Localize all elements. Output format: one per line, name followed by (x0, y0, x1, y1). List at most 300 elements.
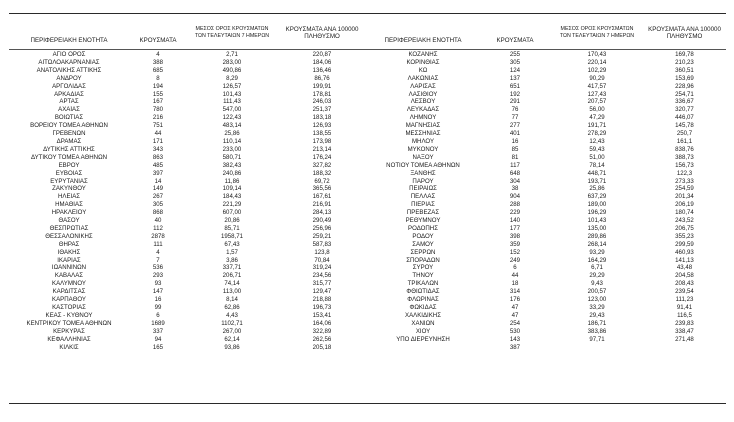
avg-cell: 200,57 (587, 288, 607, 296)
table-row (367, 257, 726, 265)
table-row (9, 241, 367, 249)
avg-cell (551, 344, 643, 352)
region-cell: ΡΕΘΥΜΝΟΥ (405, 217, 441, 225)
per-100k-cell: 213,14 (312, 145, 332, 153)
per-100k-cell: 178,81 (312, 90, 332, 98)
region-cell: ΗΜΑΘΙΑΣ (55, 201, 83, 209)
avg-cell: 580,71 (222, 153, 242, 161)
cases-cell: 16 (511, 137, 519, 145)
avg-cell: 490,86 (222, 66, 242, 74)
per-100k-cell: 210,23 (675, 58, 694, 66)
table-row (367, 75, 726, 83)
region-cell: ΑΝΑΤΟΛΙΚΗΣ ΑΤΤΙΚΗΣ (36, 66, 102, 74)
region-cell: ΑΙΤΩΛΟΑΚΑΡΝΑΝΙΑΣ (38, 58, 100, 66)
per-100k-cell: 239,54 (675, 288, 694, 296)
table-row (367, 233, 726, 241)
cases-cell: 863 (152, 153, 164, 161)
per-100k-cell: 206,19 (675, 201, 694, 209)
cases-cell: 7 (156, 256, 160, 264)
table-row (9, 336, 367, 344)
per-100k-cell: 216,91 (312, 201, 332, 209)
avg-cell: 29,43 (589, 311, 605, 319)
per-100k-cell: 183,18 (312, 114, 332, 122)
left-header-per-line1: ΚΡΟΥΣΜΑΤΑ ΑΝΑ 100000 (285, 26, 359, 33)
cases-cell: 167 (152, 98, 164, 106)
avg-cell: 123,00 (587, 296, 607, 304)
region-cell: ΚΟΡΙΝΘΙΑΣ (406, 58, 440, 66)
table-row (9, 162, 367, 170)
per-100k-cell: 262,56 (312, 335, 332, 343)
left-header-avg-line2: ΤΩΝ ΤΕΛΕΥΤΑΙΩΝ 7 ΗΜΕΡΩΝ (194, 32, 270, 39)
region-cell: ΛΑΡΙΣΑΣ (410, 82, 436, 90)
avg-cell: 62,86 (224, 304, 240, 311)
table-row (9, 249, 367, 257)
per-100k-cell: 319,24 (312, 264, 332, 272)
region-cell: ΑΡΚΑΔΙΑΣ (54, 90, 84, 98)
per-100k-cell: 460,93 (675, 248, 694, 256)
region-cell: ΙΩΑΝΝΙΝΩΝ (51, 264, 87, 272)
cases-cell: 176 (509, 296, 521, 304)
table-row (9, 272, 367, 280)
region-cell: ΛΗΜΝΟΥ (409, 114, 437, 122)
per-100k-cell: 299,59 (675, 240, 694, 248)
region-cell: ΖΑΚΥΝΘΟΥ (52, 185, 86, 193)
cases-cell: 2878 (151, 232, 165, 240)
table-row (367, 91, 726, 99)
avg-cell: 221,29 (222, 201, 242, 209)
table-row (9, 201, 367, 209)
cases-cell: 124 (509, 66, 521, 74)
cases-cell: 177 (509, 224, 521, 232)
region-cell: ΦΘΙΩΤΙΔΑΣ (406, 288, 440, 296)
per-100k-cell: 69,72 (314, 177, 330, 185)
right-table (367, 51, 726, 351)
region-cell: ΛΑΚΩΝΙΑΣ (407, 74, 439, 82)
region-cell: ΣΥΡΟΥ (412, 264, 434, 272)
avg-cell: 1,57 (226, 248, 238, 256)
per-100k-cell: 116,5 (677, 311, 692, 319)
avg-cell: 101,43 (587, 217, 607, 225)
table-row (9, 67, 367, 75)
region-cell: ΘΕΣΠΡΩΤΙΑΣ (49, 224, 89, 232)
cases-cell: 780 (152, 106, 164, 114)
cases-cell: 117 (510, 161, 520, 169)
per-100k-cell: 43,48 (676, 264, 693, 272)
table-row (367, 106, 726, 114)
bottom-rule (9, 403, 726, 404)
cases-cell: 216 (152, 114, 164, 122)
cases-cell: 868 (152, 209, 164, 217)
table-row (367, 114, 726, 122)
right-header-avg-line2: ΤΩΝ ΤΕΛΕΥΤΑΙΩΝ 7 ΗΜΕΡΩΝ (559, 32, 635, 39)
region-cell: ΠΡΕΒΕΖΑΣ (406, 209, 440, 217)
region-cell: ΧΑΝΙΩΝ (411, 319, 435, 327)
cases-cell: 254 (509, 319, 521, 327)
per-100k-cell: 176,24 (312, 153, 332, 161)
region-cell: ΛΑΣΙΘΙΟΥ (408, 90, 438, 98)
cases-cell: 47 (511, 311, 519, 319)
cases-cell: 111 (153, 240, 163, 248)
avg-cell: 93,86 (224, 343, 240, 351)
avg-cell: 1958,71 (220, 232, 244, 240)
avg-cell: 164,29 (587, 256, 607, 264)
table-row (9, 264, 367, 272)
per-100k-cell: 70,84 (314, 256, 330, 264)
region-cell: ΚΑΒΑΛΑΣ (54, 272, 84, 280)
left-header-region: ΠΕΡΙΦΕΡΕΙΑΚΗ ΕΝΟΤΗΤΑ (30, 37, 108, 44)
table-row (367, 225, 726, 233)
table-row (9, 138, 367, 146)
region-cell: ΚΕΑΣ - ΚΥΘΝΟΥ (45, 311, 93, 319)
table-row (9, 178, 367, 186)
per-100k-cell: 188,32 (312, 169, 332, 177)
avg-cell: 109,14 (222, 185, 242, 193)
table-row (367, 51, 726, 59)
table-row (367, 67, 726, 75)
region-cell: ΜΑΓΝΗΣΙΑΣ (405, 122, 441, 130)
avg-cell: 170,43 (587, 51, 607, 58)
cases-cell: 685 (152, 66, 164, 74)
table-row (9, 209, 367, 217)
table-row (9, 296, 367, 304)
cases-cell: 398 (509, 232, 521, 240)
per-100k-cell: 284,13 (312, 209, 332, 217)
per-100k-cell: 164,06 (312, 319, 332, 327)
per-100k-cell: 111,23 (675, 296, 694, 304)
right-table-body (367, 51, 726, 351)
avg-cell: 90,29 (589, 74, 605, 82)
avg-cell: 85,71 (224, 224, 240, 232)
per-100k-cell: 338,47 (675, 327, 694, 335)
table-row (9, 51, 367, 59)
left-header-avg-line1: ΜΕΣΟΣ ΟΡΟΣ ΚΡΟΥΣΜΑΤΩΝ (195, 26, 269, 32)
cases-cell: 305 (509, 58, 521, 66)
avg-cell: 6,71 (591, 264, 603, 272)
avg-cell: 4,43 (226, 311, 238, 319)
region-cell: ΣΠΟΡΑΔΩΝ (406, 256, 440, 264)
per-100k-cell: 239,83 (675, 319, 694, 327)
left-header-per (277, 26, 367, 40)
cases-cell: 277 (509, 122, 521, 130)
region-cell: ΑΝΔΡΟΥ (56, 74, 82, 82)
per-100k-cell: 228,96 (675, 82, 694, 90)
cases-cell: 155 (152, 90, 164, 98)
per-100k-cell: 141,13 (675, 256, 694, 264)
per-100k-cell: 180,74 (675, 209, 694, 217)
table-row (367, 304, 726, 312)
per-100k-cell: 254,71 (675, 90, 694, 98)
table-row (367, 336, 726, 344)
avg-cell: 233,00 (222, 145, 242, 153)
cases-cell: 6 (156, 311, 160, 319)
right-header-avg-line1: ΜΕΣΟΣ ΟΡΟΣ ΚΡΟΥΣΜΑΤΩΝ (560, 26, 634, 32)
cases-cell: 4 (156, 51, 160, 58)
region-cell: ΘΕΣΣΑΛΟΝΙΚΗΣ (45, 232, 93, 240)
region-cell: ΥΠΟ ΔΙΕΡΕΥΝΗΣΗ (396, 335, 450, 343)
avg-cell: 278,29 (587, 130, 607, 138)
region-cell: ΧΙΟΥ (415, 327, 431, 335)
cases-cell: 14 (154, 177, 162, 185)
cases-cell: 751 (152, 122, 164, 130)
table-row (9, 225, 367, 233)
per-100k-cell: 360,51 (675, 66, 694, 74)
region-cell: ΘΑΣΟΥ (58, 217, 80, 225)
cases-cell: 6 (513, 264, 517, 272)
table-row (367, 154, 726, 162)
table-row (9, 75, 367, 83)
region-cell: ΦΛΩΡΙΝΑΣ (407, 296, 439, 304)
cases-cell: 149 (152, 185, 164, 193)
per-100k-cell: 205,18 (312, 343, 332, 351)
avg-cell: 448,71 (587, 169, 607, 177)
avg-cell: 33,29 (589, 304, 605, 311)
per-100k-cell: 254,59 (675, 185, 694, 193)
per-100k-cell: 259,21 (312, 232, 332, 240)
avg-cell: 3,86 (226, 256, 238, 264)
avg-cell: 135,00 (587, 224, 607, 232)
region-cell: ΚΑΣΤΟΡΙΑΣ (52, 304, 86, 311)
cases-cell: 38 (511, 185, 519, 193)
avg-cell: 97,71 (589, 335, 605, 343)
table-row (9, 106, 367, 114)
region-cell: ΚΕΦΑΛΛΗΝΙΑΣ (47, 335, 91, 343)
table-row (367, 280, 726, 288)
table-row (367, 138, 726, 146)
cases-cell: 47 (511, 304, 519, 311)
region-cell: ΚΩ (418, 66, 428, 74)
avg-cell: 20,86 (224, 217, 240, 225)
region-cell: ΛΕΣΒΟΥ (410, 98, 436, 106)
table-row (9, 320, 367, 328)
per-100k-cell: 91,41 (676, 304, 693, 311)
per-100k-cell: 204,58 (675, 272, 694, 280)
per-100k-cell: 196,73 (312, 304, 332, 311)
per-100k-cell: 173,98 (312, 137, 332, 145)
per-100k-cell: 129,47 (312, 288, 332, 296)
per-100k-cell: 322,89 (312, 327, 332, 335)
header-rule (9, 49, 726, 50)
region-cell: ΣΑΜΟΥ (412, 240, 434, 248)
cases-cell: 249 (509, 256, 521, 264)
table-row (9, 146, 367, 154)
left-table (9, 51, 367, 351)
table-row (367, 193, 726, 201)
table-row (9, 304, 367, 312)
table-row (9, 233, 367, 241)
region-cell: ΔΡΑΜΑΣ (56, 137, 82, 145)
per-100k-cell: 246,03 (312, 98, 332, 106)
cases-cell: 401 (509, 130, 521, 138)
cases-cell: 94 (154, 335, 162, 343)
region-cell: ΚΑΡΠΑΘΟΥ (52, 296, 86, 304)
region-cell: ΜΥΚΟΝΟΥ (407, 145, 439, 153)
cases-cell: 337 (152, 327, 164, 335)
per-100k-cell: 123,8 (314, 248, 330, 256)
cases-cell: 536 (152, 264, 164, 272)
per-100k-cell: 320,77 (675, 106, 694, 114)
table-row (9, 170, 367, 178)
cases-cell: 388 (152, 58, 164, 66)
table-row (9, 59, 367, 67)
table-row (367, 170, 726, 178)
region-cell: ΤΗΝΟΥ (412, 272, 434, 280)
top-rule (9, 13, 726, 14)
table-row (9, 280, 367, 288)
cases-cell: 81 (511, 153, 519, 161)
cases-cell: 143 (509, 335, 521, 343)
region-cell: ΧΑΛΚΙΔΙΚΗΣ (405, 311, 441, 319)
table-row (367, 201, 726, 209)
region-cell: ΣΕΡΡΩΝ (410, 248, 436, 256)
right-header-cases: ΚΡΟΥΣΜΑΤΑ (496, 37, 534, 44)
table-row (367, 130, 726, 138)
avg-cell: 483,14 (222, 122, 242, 130)
cases-cell: 904 (509, 193, 521, 201)
avg-cell: 122,43 (222, 114, 242, 122)
avg-cell: 9,43 (591, 280, 603, 288)
region-cell: ΚΟΖΑΝΗΣ (408, 51, 438, 58)
per-100k-cell: 327,82 (312, 161, 332, 169)
table-row (367, 264, 726, 272)
cases-cell: 77 (511, 114, 519, 122)
avg-cell: 8,14 (226, 296, 238, 304)
cases-cell: 397 (152, 169, 164, 177)
per-100k-cell: 234,56 (312, 272, 332, 280)
cases-cell: 99 (154, 304, 162, 311)
table-row (9, 154, 367, 162)
region-cell: ΙΚΑΡΙΑΣ (57, 256, 81, 264)
avg-cell: 113,00 (222, 288, 242, 296)
table-row (367, 185, 726, 193)
table-row (367, 98, 726, 106)
cases-cell: 16 (154, 296, 162, 304)
table-row (367, 344, 726, 352)
region-cell: ΕΒΡΟΥ (58, 161, 80, 169)
table-row (9, 312, 367, 320)
avg-cell: 267,00 (222, 327, 242, 335)
table-row (9, 91, 367, 99)
per-100k-cell: 388,73 (675, 153, 694, 161)
avg-cell: 193,71 (587, 177, 607, 185)
region-cell: ΠΑΡΟΥ (412, 177, 434, 185)
right-header-per-line2: ΠΛΗΘΥΣΜΟ (666, 33, 703, 40)
table-row (9, 122, 367, 130)
table-headers (9, 24, 726, 48)
region-cell: ΑΓΙΟ ΟΡΟΣ (52, 51, 86, 58)
cases-cell: 229 (509, 209, 521, 217)
avg-cell: 607,00 (222, 209, 242, 217)
avg-cell: 547,00 (222, 106, 242, 114)
per-100k-cell: 446,07 (675, 114, 694, 122)
cases-cell: 44 (154, 130, 162, 138)
cases-cell: 359 (509, 240, 521, 248)
region-cell: ΝΟΤΙΟΥ ΤΟΜΕΑ ΑΘΗΝΩΝ (386, 161, 460, 169)
avg-cell: 206,71 (222, 272, 242, 280)
per-100k-cell: 206,75 (675, 224, 694, 232)
avg-cell: 110,14 (222, 137, 242, 145)
avg-cell: 207,57 (587, 98, 607, 106)
cases-cell: 85 (511, 145, 519, 153)
table-row (9, 257, 367, 265)
avg-cell: 196,29 (587, 209, 607, 217)
avg-cell: 56,00 (589, 106, 605, 114)
cases-cell: 304 (509, 177, 521, 185)
region-cell: ΞΑΝΘΗΣ (410, 169, 436, 177)
avg-cell: 191,71 (587, 122, 607, 130)
cases-cell: 343 (152, 145, 164, 153)
avg-cell: 101,43 (222, 90, 242, 98)
right-header-per-line1: ΚΡΟΥΣΜΑΤΑ ΑΝΑ 100000 (648, 26, 721, 33)
avg-cell: 184,43 (222, 193, 242, 201)
per-100k-cell: 271,48 (675, 335, 694, 343)
per-100k-cell: 153,69 (675, 74, 694, 82)
avg-cell: 111,43 (223, 98, 241, 106)
avg-cell: 240,86 (222, 169, 242, 177)
region-cell: ΚΕΝΤΡΙΚΟΥ ΤΟΜΕΑ ΑΘΗΝΩΝ (26, 319, 112, 327)
table-row (367, 312, 726, 320)
region-cell: ΕΥΡΥΤΑΝΙΑΣ (50, 177, 88, 185)
per-100k-cell: 122,3 (676, 169, 693, 177)
region-cell: ΚΙΛΚΙΣ (59, 343, 79, 351)
avg-cell: 337,71 (222, 264, 242, 272)
cases-cell: 76 (511, 106, 519, 114)
per-100k-cell: 587,83 (312, 240, 332, 248)
avg-cell: 25,86 (589, 185, 605, 193)
region-cell: ΗΡΑΚΛΕΙΟΥ (51, 209, 87, 217)
right-header-per (643, 26, 726, 40)
cases-cell: 93 (154, 280, 162, 288)
avg-cell: 51,00 (589, 153, 605, 161)
avg-cell: 186,71 (587, 319, 607, 327)
avg-cell: 93,29 (589, 248, 605, 256)
region-cell: ΛΕΥΚΑΔΑΣ (406, 106, 440, 114)
table-row (367, 178, 726, 186)
per-100k-cell: 126,93 (312, 122, 332, 130)
avg-cell: 74,14 (224, 280, 240, 288)
avg-cell: 67,43 (224, 240, 240, 248)
cases-cell: 255 (509, 51, 521, 58)
region-cell: ΠΙΕΡΙΑΣ (411, 201, 435, 209)
per-100k-cell: 251,37 (312, 106, 332, 114)
left-table-body (9, 51, 367, 351)
table-row (9, 217, 367, 225)
avg-cell: 2,71 (226, 51, 238, 58)
region-cell: ΑΡΓΟΛΙΔΑΣ (52, 82, 86, 90)
table-row (9, 344, 367, 352)
left-header-cases: ΚΡΟΥΣΜΑΤΑ (139, 37, 177, 44)
per-100k-cell: 315,77 (312, 280, 332, 288)
region-cell: ΘΗΡΑΣ (58, 240, 80, 248)
cases-cell: 112 (153, 224, 163, 232)
avg-cell: 8,29 (226, 74, 238, 82)
region-cell: ΕΥΒΟΙΑΣ (55, 169, 83, 177)
avg-cell: 417,57 (587, 82, 607, 90)
cases-cell: 293 (152, 272, 164, 280)
cases-cell: 387 (509, 343, 521, 351)
region-cell: ΙΘΑΚΗΣ (57, 248, 81, 256)
region-cell: ΠΕΙΡΑΙΩΣ (409, 185, 437, 193)
cases-cell: 267 (152, 193, 164, 201)
avg-cell: 637,29 (587, 193, 607, 201)
cases-cell: 305 (152, 201, 164, 209)
avg-cell: 29,29 (589, 272, 605, 280)
per-100k-cell: 243,52 (675, 217, 694, 225)
region-cell: ΑΧΑΪΑΣ (58, 106, 80, 114)
per-100k-cell: 208,43 (675, 280, 694, 288)
per-100k-cell: 136,46 (312, 66, 332, 74)
table-row (367, 146, 726, 154)
region-cell: ΚΑΡΔΙΤΣΑΣ (52, 288, 86, 296)
